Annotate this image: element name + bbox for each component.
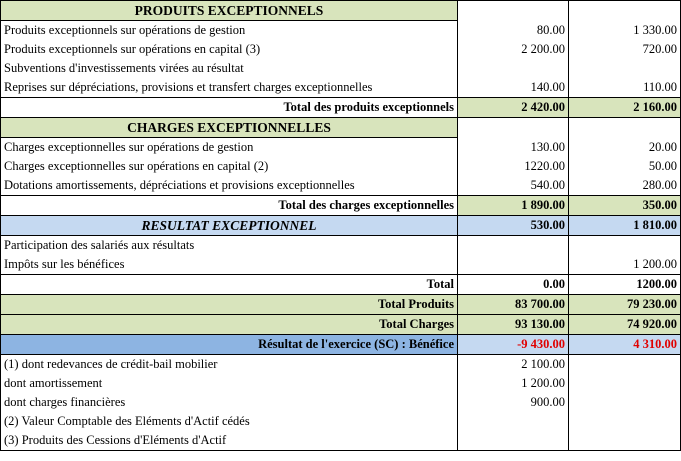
row-label: Résultat de l'exercice (SC) : Bénéfice bbox=[1, 335, 458, 355]
note-row bbox=[1, 355, 681, 375]
note-value: 2 100.00 bbox=[458, 355, 569, 375]
total-row bbox=[1, 275, 681, 295]
value-n1: 74 920.00 bbox=[569, 315, 681, 335]
note-value bbox=[458, 431, 569, 451]
value-n1: 1200.00 bbox=[569, 275, 681, 295]
note-row bbox=[1, 374, 681, 393]
row-label: Reprises sur dépréciations, provisions et transfert charges exceptionnelles bbox=[1, 78, 458, 98]
value-n1: 110.00 bbox=[569, 78, 681, 98]
value-n: 540.00 bbox=[458, 176, 569, 196]
value-n: 130.00 bbox=[458, 138, 569, 158]
row-label: Total Produits bbox=[1, 295, 458, 315]
value-n1: 20.00 bbox=[569, 138, 681, 158]
impots-row bbox=[1, 255, 681, 275]
value-n1: 4 310.00 bbox=[569, 335, 681, 355]
row-label: RESULTAT EXCEPTIONNEL bbox=[1, 216, 458, 236]
value-n: 2 200.00 bbox=[458, 40, 569, 59]
row-label: Total Charges bbox=[1, 315, 458, 335]
table-row bbox=[1, 78, 681, 98]
row-label: Subventions d'investissements virées au résultat bbox=[1, 59, 458, 78]
row-label: Total bbox=[1, 275, 458, 295]
note-label: dont charges financières bbox=[1, 393, 458, 412]
row-label: Charges exceptionnelles sur opérations en capital (2) bbox=[1, 157, 458, 176]
value-n bbox=[458, 236, 569, 256]
total-charges-exceptionnelles-row bbox=[1, 196, 681, 216]
value-n: 1 890.00 bbox=[458, 196, 569, 216]
row-label: Impôts sur les bénéfices bbox=[1, 255, 458, 275]
value-n1: 1 330.00 bbox=[569, 21, 681, 41]
produits-title: PRODUITS EXCEPTIONNELS bbox=[1, 1, 458, 21]
row-label: Dotations amortissements, dépréciations et provisions exceptionnelles bbox=[1, 176, 458, 196]
table-row bbox=[1, 176, 681, 196]
note-label: (1) dont redevances de crédit-bail mobilier bbox=[1, 355, 458, 375]
value-n: 140.00 bbox=[458, 78, 569, 98]
value-n: 80.00 bbox=[458, 21, 569, 41]
table-row bbox=[1, 138, 681, 158]
table-row bbox=[1, 157, 681, 176]
table-row bbox=[1, 21, 681, 41]
note-row bbox=[1, 412, 681, 431]
total-produits-row bbox=[1, 295, 681, 315]
produits-header-row bbox=[1, 1, 681, 21]
total-produits-exceptionnels-row bbox=[1, 98, 681, 118]
note-value: 1 200.00 bbox=[458, 374, 569, 393]
note-value: 900.00 bbox=[458, 393, 569, 412]
value-n1: 1 200.00 bbox=[569, 255, 681, 275]
value-n: 0.00 bbox=[458, 275, 569, 295]
value-n1 bbox=[569, 59, 681, 78]
note-row bbox=[1, 393, 681, 412]
participation-row bbox=[1, 236, 681, 256]
value-n: 530.00 bbox=[458, 216, 569, 236]
value-n: 83 700.00 bbox=[458, 295, 569, 315]
row-label: Total des charges exceptionnelles bbox=[1, 196, 458, 216]
value-n1: 1 810.00 bbox=[569, 216, 681, 236]
row-label: Produits exceptionnels sur opérations de gestion bbox=[1, 21, 458, 41]
value-n1: 2 160.00 bbox=[569, 98, 681, 118]
value-n: 2 420.00 bbox=[458, 98, 569, 118]
note-row bbox=[1, 431, 681, 451]
note-label: dont amortissement bbox=[1, 374, 458, 393]
note-label: (3) Produits des Cessions d'Eléments d'Actif bbox=[1, 431, 458, 451]
row-label: Produits exceptionnels sur opérations en capital (3) bbox=[1, 40, 458, 59]
value-n1: 280.00 bbox=[569, 176, 681, 196]
value-n1: 720.00 bbox=[569, 40, 681, 59]
table-row bbox=[1, 59, 681, 78]
value-n: 93 130.00 bbox=[458, 315, 569, 335]
charges-header-row bbox=[1, 118, 681, 138]
charges-title: CHARGES EXCEPTIONNELLES bbox=[1, 118, 458, 138]
value-n1: 350.00 bbox=[569, 196, 681, 216]
value-n1: 50.00 bbox=[569, 157, 681, 176]
value-n bbox=[458, 59, 569, 78]
value-n: 1220.00 bbox=[458, 157, 569, 176]
row-label: Participation des salariés aux résultats bbox=[1, 236, 458, 256]
value-n1: 79 230.00 bbox=[569, 295, 681, 315]
note-label: (2) Valeur Comptable des Eléments d'Actif cédés bbox=[1, 412, 458, 431]
resultat-exercice-row bbox=[1, 335, 681, 355]
value-n bbox=[458, 255, 569, 275]
value-n: -9 430.00 bbox=[458, 335, 569, 355]
value-n1 bbox=[569, 236, 681, 256]
table-row bbox=[1, 40, 681, 59]
resultat-exceptionnel-row bbox=[1, 216, 681, 236]
total-charges-row bbox=[1, 315, 681, 335]
note-value bbox=[458, 412, 569, 431]
row-label: Charges exceptionnelles sur opérations de gestion bbox=[1, 138, 458, 158]
row-label: Total des produits exceptionnels bbox=[1, 98, 458, 118]
